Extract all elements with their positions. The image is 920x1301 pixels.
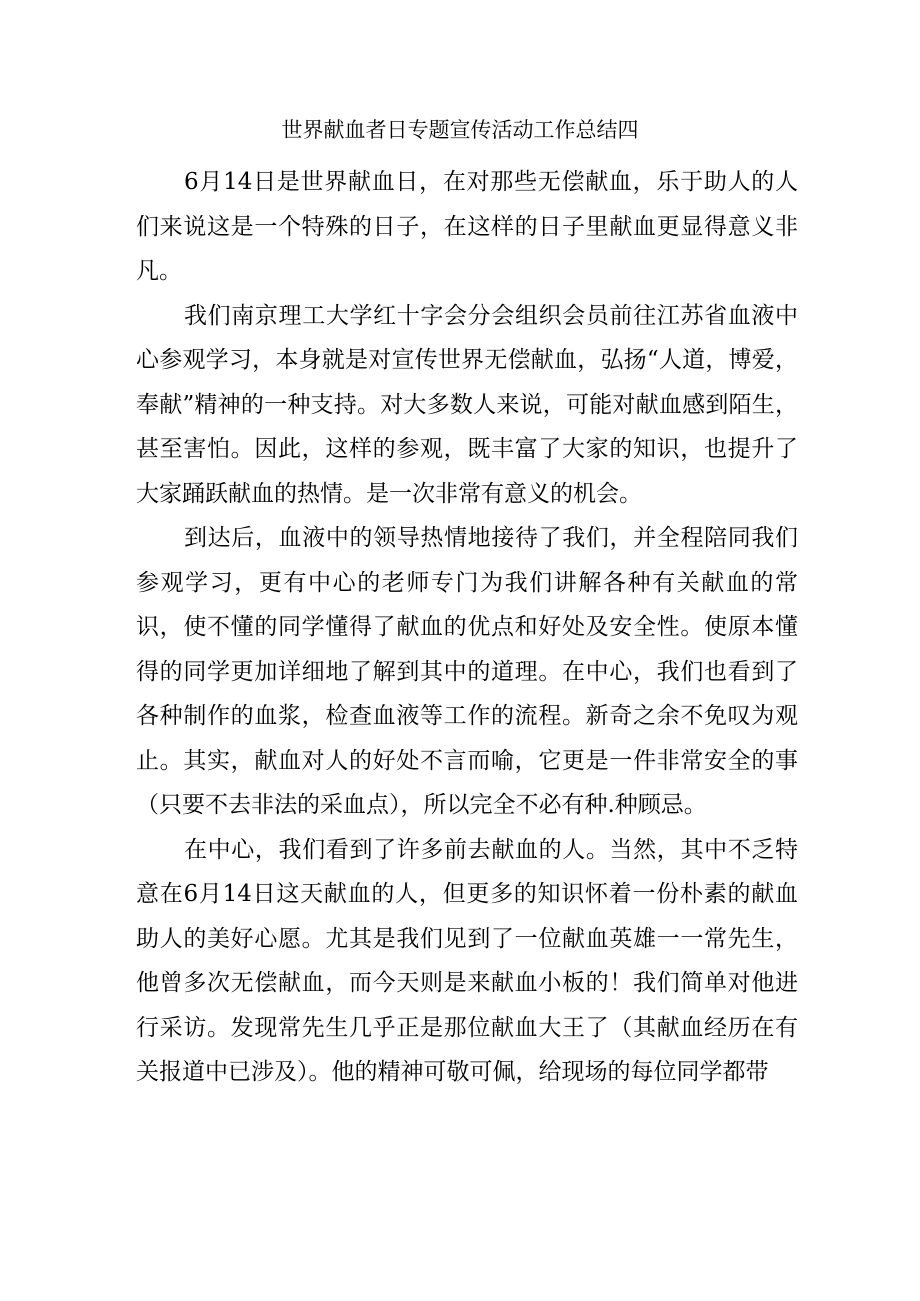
paragraph: 6月14日是世界献血日，在对那些无偿献血，乐于助人的人们来说这是一个特殊的日子，在这样的日子里献血更显得意义非凡。 xyxy=(136,169,798,284)
paragraph: 我们南京理工大学红十字会分会组织会员前往江苏省血液中心参观学习，本身就是对宣传世界无偿献血，弘扬“人道，博爱，奉献”精神的一种支持。对大多数人来说，可能对献血感到陌生，甚至害怕。因此，这样的参观，既丰富了大家的知识，也提升了大家踊跃献血的热情。是一次非常有意义的机会。 xyxy=(136,302,798,507)
document-title: 世界献血者日专题宣传活动工作总结四 xyxy=(281,118,639,142)
document-body xyxy=(136,160,798,1095)
paragraph: 到达后，血液中的领导热情地接待了我们，并全程陪同我们参观学习，更有中心的老师专门为我们讲解各种有关献血的常识，使不懂的同学懂得了献血的优点和好处及安全性。使原本懂得的同学更加详细地了解到其中的道理。在中心，我们也看到了各种制作的血浆，检查血液等工作的流程。新奇之余不免叹为观止。其实，献血对人的好处不言而喻，它更是一件非常安全的事（只要不去非法的采血点），所以完全不必有种.种顾忌。 xyxy=(136,525,798,818)
paragraph: 在中心，我们看到了许多前去献血的人。当然，其中不乏特意在6月14日这天献血的人，但更多的知识怀着一份朴素的献血助人的美好心愿。尤其是我们见到了一位献血英雄一一常先生，他曾多次无偿献血，而今天则是来献血小板的！我们简单对他进行采访。发现常先生几乎正是那位献血大王了（其献血经历在有关报道中已涉及）。他的精神可敬可佩，给现场的每位同学都带 xyxy=(136,836,798,1085)
